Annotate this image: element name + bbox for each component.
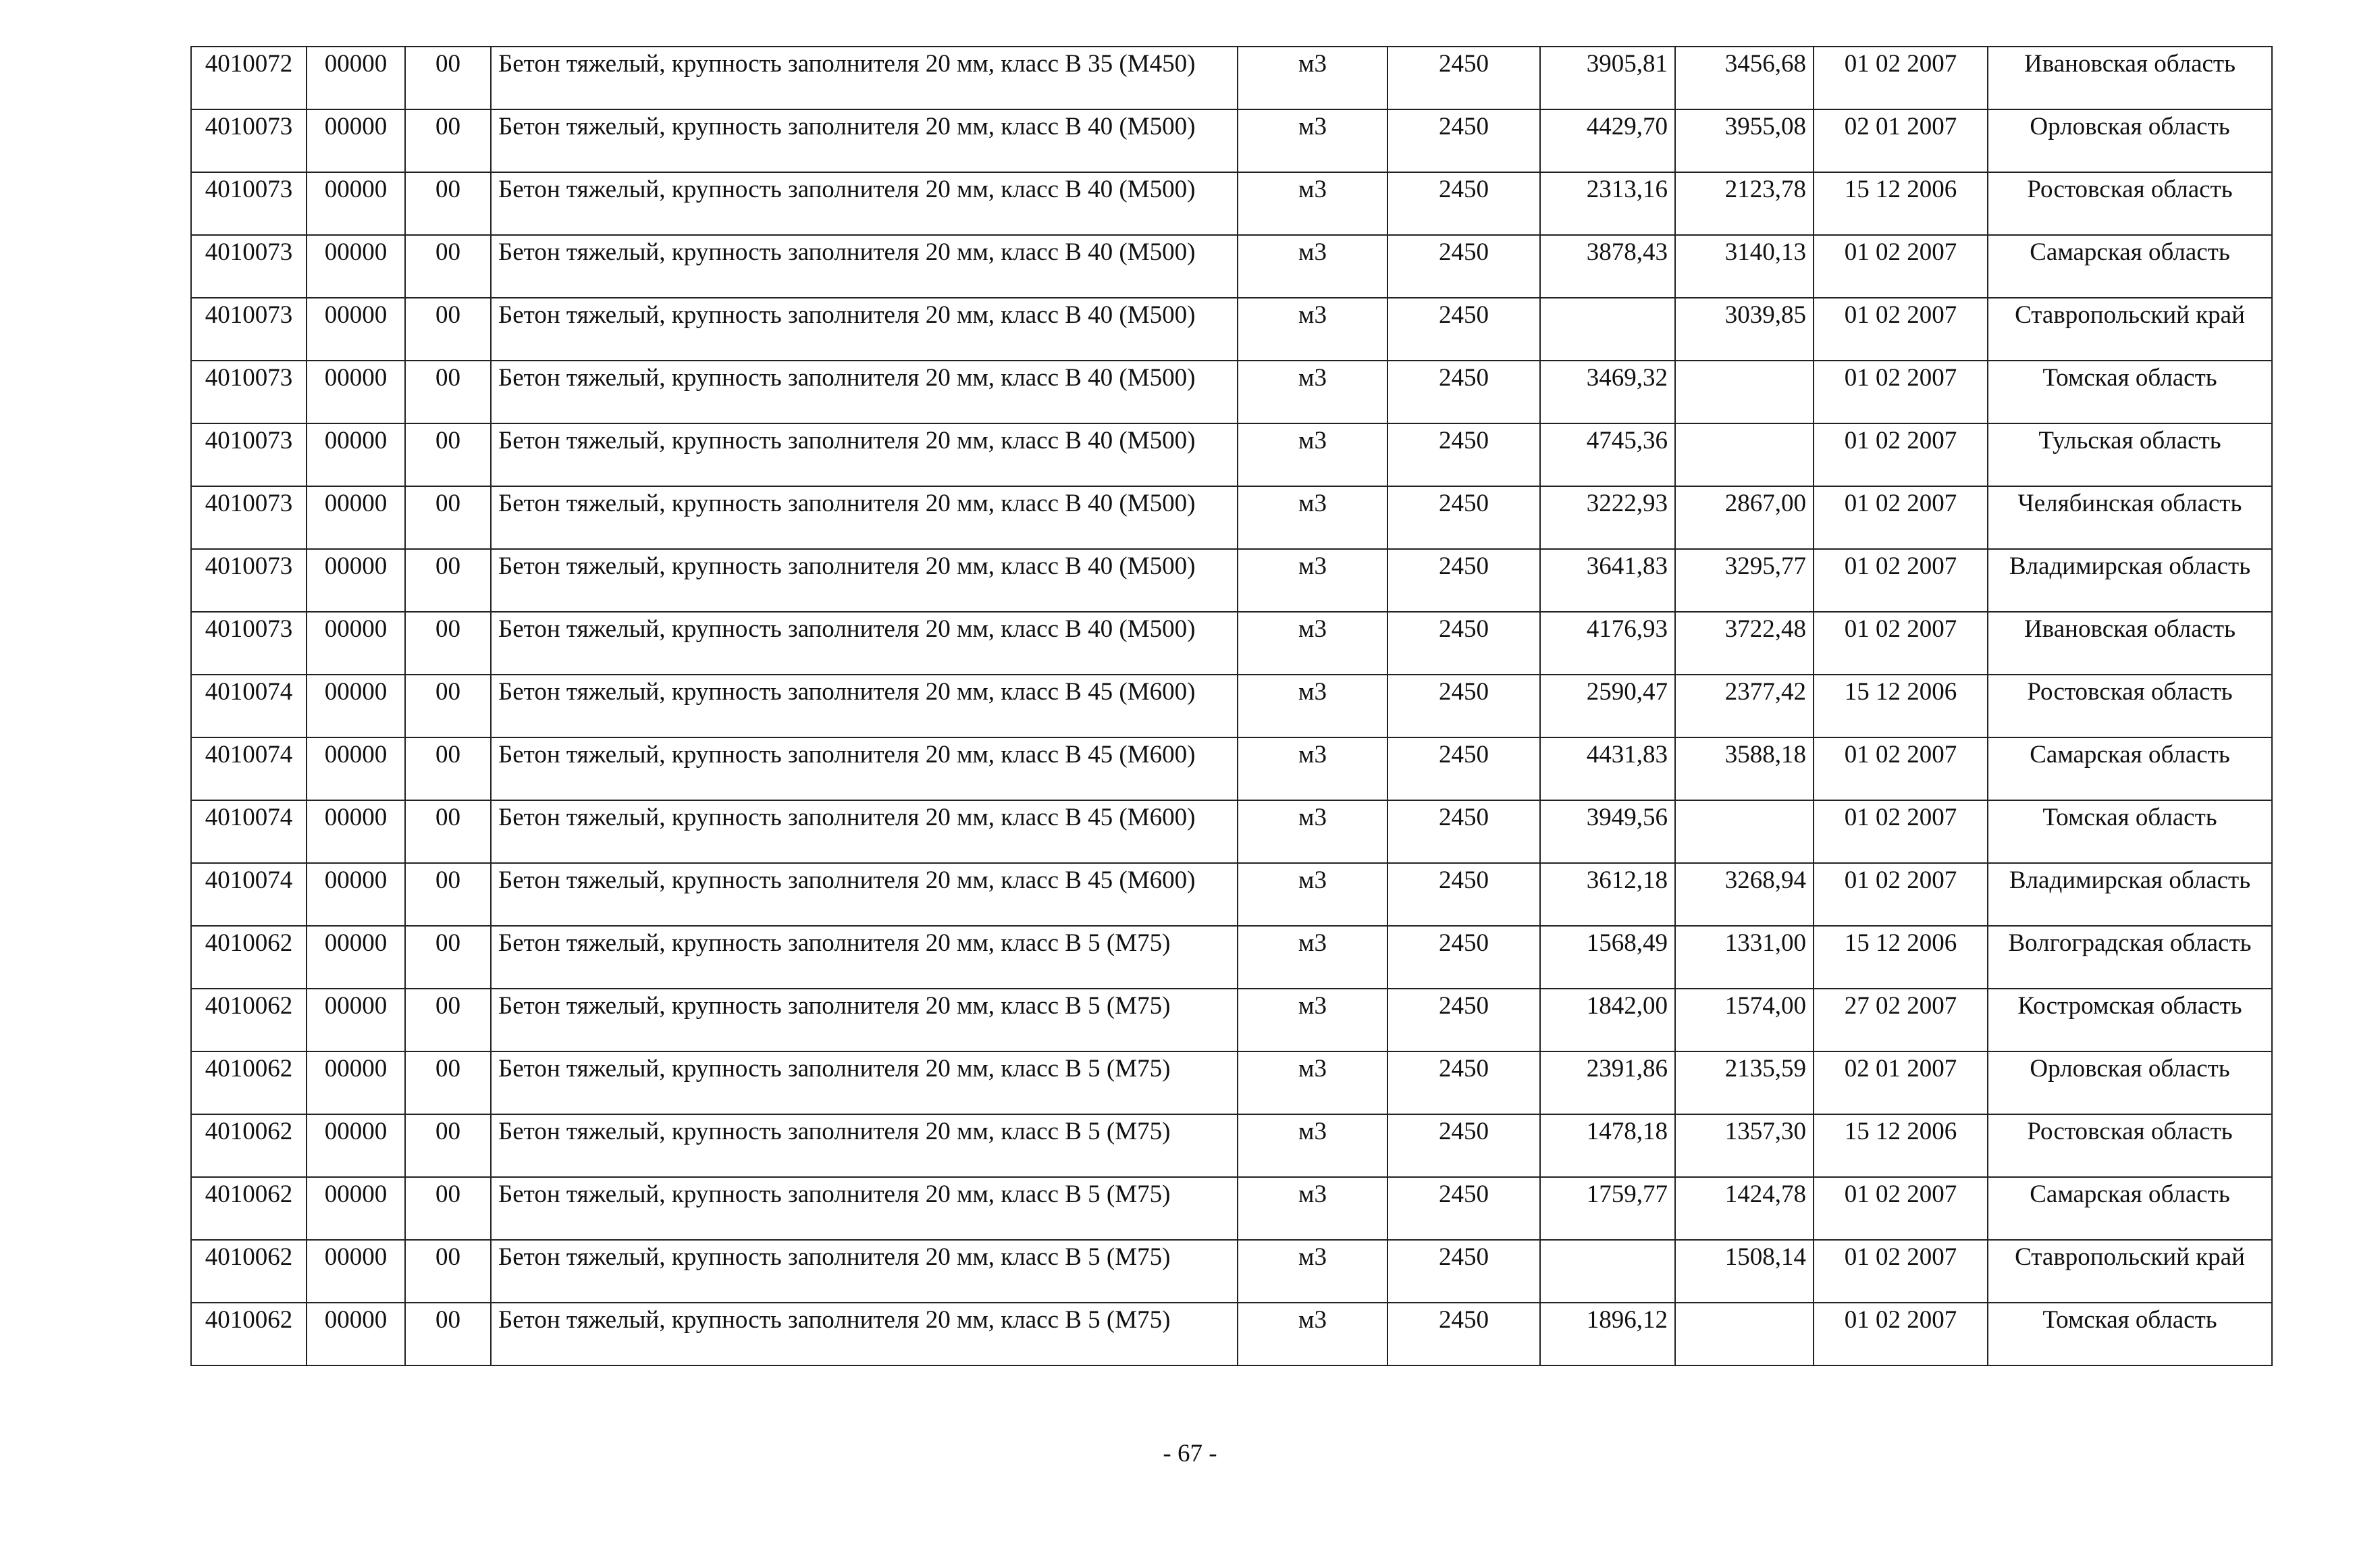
unit-cell: м3 [1238,172,1387,235]
region-cell: Самарская область [1988,1177,2272,1240]
unit-cell: м3 [1238,423,1387,486]
subcode-cell: 00000 [307,1177,405,1240]
material-name-cell: Бетон тяжелый, крупность заполнителя 20 мм, класс В 40 (М500) [491,109,1238,172]
table-row [191,1303,2272,1365]
product-code-cell: 4010073 [191,298,307,361]
table-row [191,863,2272,926]
variant-code-cell: 00 [405,737,491,800]
material-name-cell: Бетон тяжелый, крупность заполнителя 20 мм, класс В 45 (М600) [491,800,1238,863]
product-code-cell: 4010062 [191,1051,307,1114]
subcode-cell: 00000 [307,863,405,926]
price-alt-cell [1675,800,1814,863]
region-cell: Самарская область [1988,235,2272,298]
unit-cell: м3 [1238,1177,1387,1240]
density-cell: 2450 [1387,1240,1540,1303]
density-cell: 2450 [1387,172,1540,235]
table-row [191,361,2272,423]
price-alt-cell [1675,423,1814,486]
material-name-cell: Бетон тяжелый, крупность заполнителя 20 мм, класс В 45 (М600) [491,675,1238,737]
price-cell: 3878,43 [1540,235,1675,298]
table-row [191,989,2272,1051]
product-code-cell: 4010074 [191,675,307,737]
price-cell: 3949,56 [1540,800,1675,863]
price-cell: 1478,18 [1540,1114,1675,1177]
region-cell: Волгоградская область [1988,926,2272,989]
table-row [191,675,2272,737]
subcode-cell: 00000 [307,47,405,109]
variant-code-cell: 00 [405,1114,491,1177]
subcode-cell: 00000 [307,361,405,423]
region-cell: Томская область [1988,361,2272,423]
price-cell: 4429,70 [1540,109,1675,172]
material-name-cell: Бетон тяжелый, крупность заполнителя 20 мм, класс В 40 (М500) [491,486,1238,549]
subcode-cell: 00000 [307,989,405,1051]
subcode-cell: 00000 [307,549,405,612]
product-code-cell: 4010073 [191,172,307,235]
price-cell: 1896,12 [1540,1303,1675,1365]
material-name-cell: Бетон тяжелый, крупность заполнителя 20 мм, класс В 5 (М75) [491,926,1238,989]
table-row [191,109,2272,172]
price-cell: 2391,86 [1540,1051,1675,1114]
variant-code-cell: 00 [405,423,491,486]
date-cell: 01 02 2007 [1814,800,1988,863]
region-cell: Ставропольский край [1988,1240,2272,1303]
price-cell: 4431,83 [1540,737,1675,800]
price-alt-cell: 3456,68 [1675,47,1814,109]
region-cell: Костромская область [1988,989,2272,1051]
price-cell: 3612,18 [1540,863,1675,926]
price-cell: 2590,47 [1540,675,1675,737]
variant-code-cell: 00 [405,361,491,423]
density-cell: 2450 [1387,737,1540,800]
date-cell: 15 12 2006 [1814,675,1988,737]
price-table [190,46,2273,1366]
price-cell [1540,298,1675,361]
region-cell: Ростовская область [1988,675,2272,737]
product-code-cell: 4010073 [191,549,307,612]
density-cell: 2450 [1387,863,1540,926]
price-alt-cell: 2135,59 [1675,1051,1814,1114]
material-name-cell: Бетон тяжелый, крупность заполнителя 20 мм, класс В 5 (М75) [491,1051,1238,1114]
date-cell: 01 02 2007 [1814,1240,1988,1303]
price-alt-cell [1675,361,1814,423]
date-cell: 02 01 2007 [1814,109,1988,172]
price-cell: 3905,81 [1540,47,1675,109]
region-cell: Владимирская область [1988,863,2272,926]
table-row [191,549,2272,612]
unit-cell: м3 [1238,1114,1387,1177]
subcode-cell: 00000 [307,612,405,675]
material-name-cell: Бетон тяжелый, крупность заполнителя 20 мм, класс В 40 (М500) [491,298,1238,361]
variant-code-cell: 00 [405,675,491,737]
unit-cell: м3 [1238,109,1387,172]
table-row [191,737,2272,800]
density-cell: 2450 [1387,423,1540,486]
product-code-cell: 4010062 [191,926,307,989]
unit-cell: м3 [1238,989,1387,1051]
price-alt-cell: 2123,78 [1675,172,1814,235]
variant-code-cell: 00 [405,1303,491,1365]
density-cell: 2450 [1387,486,1540,549]
date-cell: 01 02 2007 [1814,423,1988,486]
variant-code-cell: 00 [405,1051,491,1114]
material-name-cell: Бетон тяжелый, крупность заполнителя 20 мм, класс В 45 (М600) [491,863,1238,926]
subcode-cell: 00000 [307,1051,405,1114]
table-row [191,235,2272,298]
unit-cell: м3 [1238,675,1387,737]
unit-cell: м3 [1238,235,1387,298]
region-cell: Томская область [1988,1303,2272,1365]
product-code-cell: 4010074 [191,800,307,863]
unit-cell: м3 [1238,47,1387,109]
material-name-cell: Бетон тяжелый, крупность заполнителя 20 мм, класс В 5 (М75) [491,1240,1238,1303]
date-cell: 01 02 2007 [1814,863,1988,926]
unit-cell: м3 [1238,486,1387,549]
variant-code-cell: 00 [405,109,491,172]
material-name-cell: Бетон тяжелый, крупность заполнителя 20 мм, класс В 40 (М500) [491,361,1238,423]
variant-code-cell: 00 [405,1177,491,1240]
table-row [191,1240,2272,1303]
unit-cell: м3 [1238,737,1387,800]
date-cell: 15 12 2006 [1814,172,1988,235]
material-name-cell: Бетон тяжелый, крупность заполнителя 20 мм, класс В 40 (М500) [491,423,1238,486]
density-cell: 2450 [1387,549,1540,612]
table-row [191,1114,2272,1177]
product-code-cell: 4010073 [191,423,307,486]
subcode-cell: 00000 [307,298,405,361]
price-cell: 1842,00 [1540,989,1675,1051]
density-cell: 2450 [1387,109,1540,172]
date-cell: 01 02 2007 [1814,361,1988,423]
density-cell: 2450 [1387,612,1540,675]
region-cell: Орловская область [1988,1051,2272,1114]
material-name-cell: Бетон тяжелый, крупность заполнителя 20 мм, класс В 5 (М75) [491,1177,1238,1240]
material-name-cell: Бетон тяжелый, крупность заполнителя 20 мм, класс В 5 (М75) [491,1303,1238,1365]
density-cell: 2450 [1387,1177,1540,1240]
price-alt-cell: 3955,08 [1675,109,1814,172]
unit-cell: м3 [1238,863,1387,926]
region-cell: Томская область [1988,800,2272,863]
product-code-cell: 4010073 [191,235,307,298]
subcode-cell: 00000 [307,1114,405,1177]
subcode-cell: 00000 [307,423,405,486]
product-code-cell: 4010073 [191,486,307,549]
price-cell: 3222,93 [1540,486,1675,549]
region-cell: Самарская область [1988,737,2272,800]
material-name-cell: Бетон тяжелый, крупность заполнителя 20 мм, класс В 5 (М75) [491,989,1238,1051]
subcode-cell: 00000 [307,926,405,989]
table-row [191,800,2272,863]
date-cell: 01 02 2007 [1814,47,1988,109]
date-cell: 01 02 2007 [1814,1303,1988,1365]
date-cell: 01 02 2007 [1814,737,1988,800]
region-cell: Тульская область [1988,423,2272,486]
date-cell: 15 12 2006 [1814,926,1988,989]
table-body [191,47,2272,1365]
date-cell: 27 02 2007 [1814,989,1988,1051]
price-cell: 1568,49 [1540,926,1675,989]
table-row [191,47,2272,109]
unit-cell: м3 [1238,926,1387,989]
region-cell: Орловская область [1988,109,2272,172]
date-cell: 01 02 2007 [1814,298,1988,361]
density-cell: 2450 [1387,235,1540,298]
region-cell: Ставропольский край [1988,298,2272,361]
price-alt-cell: 2867,00 [1675,486,1814,549]
date-cell: 02 01 2007 [1814,1051,1988,1114]
subcode-cell: 00000 [307,737,405,800]
date-cell: 01 02 2007 [1814,549,1988,612]
price-alt-cell [1675,1303,1814,1365]
product-code-cell: 4010062 [191,989,307,1051]
price-alt-cell: 3588,18 [1675,737,1814,800]
price-alt-cell: 3140,13 [1675,235,1814,298]
price-alt-cell: 1574,00 [1675,989,1814,1051]
page-number: - 67 - [1163,1440,1217,1467]
subcode-cell: 00000 [307,675,405,737]
unit-cell: м3 [1238,361,1387,423]
date-cell: 01 02 2007 [1814,1177,1988,1240]
material-name-cell: Бетон тяжелый, крупность заполнителя 20 мм, класс В 35 (М450) [491,47,1238,109]
product-code-cell: 4010073 [191,361,307,423]
density-cell: 2450 [1387,47,1540,109]
price-alt-cell: 3295,77 [1675,549,1814,612]
material-name-cell: Бетон тяжелый, крупность заполнителя 20 мм, класс В 40 (М500) [491,235,1238,298]
product-code-cell: 4010074 [191,737,307,800]
variant-code-cell: 00 [405,926,491,989]
density-cell: 2450 [1387,1303,1540,1365]
variant-code-cell: 00 [405,800,491,863]
unit-cell: м3 [1238,800,1387,863]
price-alt-cell: 3268,94 [1675,863,1814,926]
price-cell: 4176,93 [1540,612,1675,675]
material-name-cell: Бетон тяжелый, крупность заполнителя 20 мм, класс В 40 (М500) [491,172,1238,235]
price-alt-cell: 1424,78 [1675,1177,1814,1240]
table-row [191,926,2272,989]
variant-code-cell: 00 [405,989,491,1051]
date-cell: 01 02 2007 [1814,235,1988,298]
price-alt-cell: 3722,48 [1675,612,1814,675]
table-row [191,486,2272,549]
region-cell: Владимирская область [1988,549,2272,612]
table-row [191,298,2272,361]
product-code-cell: 4010062 [191,1303,307,1365]
date-cell: 15 12 2006 [1814,1114,1988,1177]
density-cell: 2450 [1387,298,1540,361]
price-cell: 2313,16 [1540,172,1675,235]
product-code-cell: 4010073 [191,109,307,172]
region-cell: Ростовская область [1988,172,2272,235]
unit-cell: м3 [1238,298,1387,361]
date-cell: 01 02 2007 [1814,612,1988,675]
material-name-cell: Бетон тяжелый, крупность заполнителя 20 мм, класс В 40 (М500) [491,549,1238,612]
subcode-cell: 00000 [307,1240,405,1303]
region-cell: Челябинская область [1988,486,2272,549]
variant-code-cell: 00 [405,549,491,612]
density-cell: 2450 [1387,1114,1540,1177]
product-code-cell: 4010062 [191,1240,307,1303]
unit-cell: м3 [1238,612,1387,675]
subcode-cell: 00000 [307,1303,405,1365]
subcode-cell: 00000 [307,172,405,235]
subcode-cell: 00000 [307,235,405,298]
price-cell: 3469,32 [1540,361,1675,423]
density-cell: 2450 [1387,675,1540,737]
price-cell: 3641,83 [1540,549,1675,612]
price-alt-cell: 1357,30 [1675,1114,1814,1177]
variant-code-cell: 00 [405,863,491,926]
unit-cell: м3 [1238,1303,1387,1365]
unit-cell: м3 [1238,1240,1387,1303]
table-row [191,612,2272,675]
unit-cell: м3 [1238,1051,1387,1114]
product-code-cell: 4010062 [191,1177,307,1240]
product-code-cell: 4010074 [191,863,307,926]
price-alt-cell: 1331,00 [1675,926,1814,989]
price-cell: 1759,77 [1540,1177,1675,1240]
region-cell: Ивановская область [1988,612,2272,675]
product-code-cell: 4010072 [191,47,307,109]
material-name-cell: Бетон тяжелый, крупность заполнителя 20 мм, класс В 5 (М75) [491,1114,1238,1177]
subcode-cell: 00000 [307,109,405,172]
variant-code-cell: 00 [405,486,491,549]
table-row [191,1051,2272,1114]
material-name-cell: Бетон тяжелый, крупность заполнителя 20 мм, класс В 45 (М600) [491,737,1238,800]
density-cell: 2450 [1387,1051,1540,1114]
region-cell: Ростовская область [1988,1114,2272,1177]
variant-code-cell: 00 [405,235,491,298]
subcode-cell: 00000 [307,800,405,863]
product-code-cell: 4010073 [191,612,307,675]
variant-code-cell: 00 [405,47,491,109]
table-row [191,172,2272,235]
region-cell: Ивановская область [1988,47,2272,109]
unit-cell: м3 [1238,549,1387,612]
density-cell: 2450 [1387,800,1540,863]
price-alt-cell: 1508,14 [1675,1240,1814,1303]
subcode-cell: 00000 [307,486,405,549]
density-cell: 2450 [1387,361,1540,423]
variant-code-cell: 00 [405,172,491,235]
table-row [191,423,2272,486]
price-cell: 4745,36 [1540,423,1675,486]
price-alt-cell: 2377,42 [1675,675,1814,737]
date-cell: 01 02 2007 [1814,486,1988,549]
price-alt-cell: 3039,85 [1675,298,1814,361]
price-cell [1540,1240,1675,1303]
density-cell: 2450 [1387,926,1540,989]
table-row [191,1177,2272,1240]
product-code-cell: 4010062 [191,1114,307,1177]
variant-code-cell: 00 [405,1240,491,1303]
variant-code-cell: 00 [405,612,491,675]
variant-code-cell: 00 [405,298,491,361]
density-cell: 2450 [1387,989,1540,1051]
material-name-cell: Бетон тяжелый, крупность заполнителя 20 мм, класс В 40 (М500) [491,612,1238,675]
